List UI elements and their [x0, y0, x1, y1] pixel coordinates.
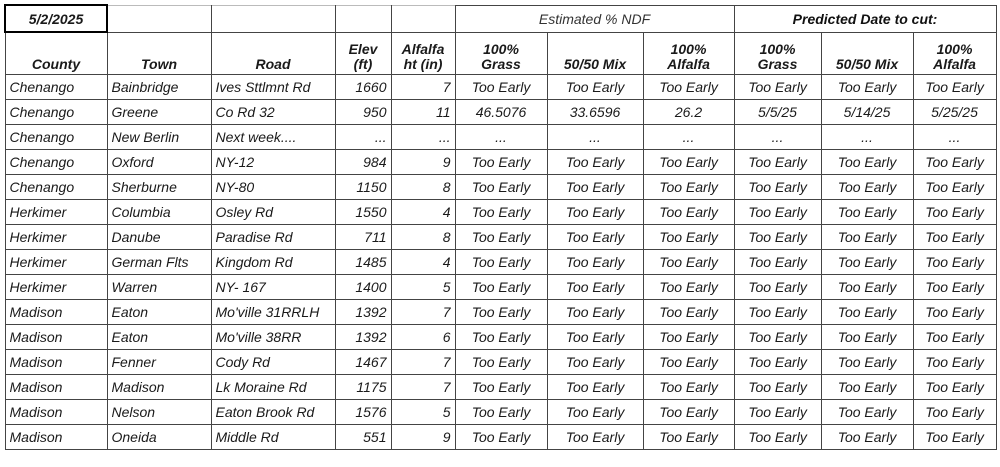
county-cell[interactable]: Herkimer	[5, 275, 107, 300]
ndf-mix-cell[interactable]: Too Early	[547, 175, 643, 200]
ndf-mix-cell[interactable]: Too Early	[547, 350, 643, 375]
table-row	[5, 375, 996, 400]
elev-cell[interactable]: 1467	[335, 350, 391, 375]
table-row	[5, 325, 996, 350]
county-cell[interactable]: Chenango	[5, 75, 107, 100]
ndf-alfalfa-cell[interactable]: Too Early	[643, 325, 734, 350]
header-cut-grass[interactable]	[734, 32, 821, 75]
county-cell[interactable]: Herkimer	[5, 225, 107, 250]
county-cell[interactable]: Herkimer	[5, 200, 107, 225]
ndf-grass-cell[interactable]: Too Early	[455, 325, 547, 350]
road-cell[interactable]: Paradise Rd	[211, 225, 335, 250]
cut-alfalfa-cell[interactable]: Too Early	[913, 300, 996, 325]
town-cell[interactable]: Greene	[107, 100, 211, 125]
ndf-grass-cell[interactable]: Too Early	[455, 200, 547, 225]
road-cell[interactable]: NY-80	[211, 175, 335, 200]
header-cut-mix[interactable]: 50/50 Mix	[821, 32, 913, 75]
alfalfa-ht-cell[interactable]: 11	[391, 100, 455, 125]
header-ndf-mix[interactable]: 50/50 Mix	[547, 32, 643, 75]
county-cell[interactable]: Madison	[5, 350, 107, 375]
ndf-mix-cell[interactable]: Too Early	[547, 275, 643, 300]
county-cell[interactable]: Madison	[5, 400, 107, 425]
cut-alfalfa-cell[interactable]: Too Early	[913, 175, 996, 200]
header-ndf-grass-line1: 100%	[483, 41, 519, 57]
ndf-alfalfa-cell[interactable]: Too Early	[643, 400, 734, 425]
table-row	[5, 125, 996, 150]
town-cell[interactable]: Danube	[107, 225, 211, 250]
table-row	[5, 225, 996, 250]
cut-mix-cell[interactable]: Too Early	[821, 75, 913, 100]
cut-alfalfa-cell[interactable]: Too Early	[913, 150, 996, 175]
road-cell[interactable]: Osley Rd	[211, 200, 335, 225]
cut-grass-cell[interactable]: Too Early	[734, 400, 821, 425]
cut-mix-cell[interactable]: Too Early	[821, 375, 913, 400]
table-row	[5, 300, 996, 325]
cut-mix-cell[interactable]: Too Early	[821, 200, 913, 225]
ndf-alfalfa-cell[interactable]: Too Early	[643, 250, 734, 275]
cut-mix-cell[interactable]: 5/14/25	[821, 100, 913, 125]
town-cell[interactable]: Columbia	[107, 200, 211, 225]
header-alfalfa-line2: ht (in)	[403, 56, 443, 72]
ndf-grass-cell[interactable]: Too Early	[455, 175, 547, 200]
table-row	[5, 250, 996, 275]
table-row	[5, 425, 996, 450]
alfalfa-ht-cell[interactable]: 7	[391, 350, 455, 375]
header-town[interactable]: Town	[107, 32, 211, 75]
ndf-grass-cell[interactable]: Too Early	[455, 225, 547, 250]
town-cell[interactable]: Bainbridge	[107, 75, 211, 100]
table-row	[5, 350, 996, 375]
ndf-group-header[interactable]: Estimated % NDF	[455, 5, 734, 32]
cut-mix-cell[interactable]: Too Early	[821, 275, 913, 300]
town-cell[interactable]: German Flts	[107, 250, 211, 275]
ndf-alfalfa-cell[interactable]: Too Early	[643, 150, 734, 175]
alfalfa-ht-cell[interactable]: 9	[391, 150, 455, 175]
ndf-grass-cell[interactable]: Too Early	[455, 275, 547, 300]
elev-cell[interactable]: 711	[335, 225, 391, 250]
cut-alfalfa-cell[interactable]: Too Early	[913, 75, 996, 100]
cut-grass-cell[interactable]: Too Early	[734, 375, 821, 400]
cut-grass-cell[interactable]: Too Early	[734, 75, 821, 100]
table-row	[5, 100, 996, 125]
road-cell[interactable]: Lk Moraine Rd	[211, 375, 335, 400]
elev-cell[interactable]: 950	[335, 100, 391, 125]
alfalfa-ht-cell[interactable]: 7	[391, 300, 455, 325]
elev-cell[interactable]: 1175	[335, 375, 391, 400]
cut-mix-cell[interactable]: Too Early	[821, 400, 913, 425]
county-cell[interactable]: Chenango	[5, 125, 107, 150]
header-elev-line2: (ft)	[353, 56, 373, 72]
county-cell[interactable]: Madison	[5, 325, 107, 350]
town-cell[interactable]: Oneida	[107, 425, 211, 450]
cut-grass-cell[interactable]: Too Early	[734, 425, 821, 450]
elev-cell[interactable]: 1400	[335, 275, 391, 300]
cut-mix-cell[interactable]: Too Early	[821, 350, 913, 375]
town-cell[interactable]: Nelson	[107, 400, 211, 425]
county-cell[interactable]: Chenango	[5, 150, 107, 175]
alfalfa-ht-cell[interactable]: 4	[391, 200, 455, 225]
header-ndf-grass[interactable]	[455, 32, 547, 75]
cut-mix-cell[interactable]: Too Early	[821, 225, 913, 250]
elev-cell[interactable]: 1576	[335, 400, 391, 425]
group-header-row	[5, 5, 996, 32]
cut-mix-cell[interactable]: Too Early	[821, 425, 913, 450]
ndf-mix-cell[interactable]: Too Early	[547, 150, 643, 175]
elev-cell[interactable]: 1660	[335, 75, 391, 100]
ndf-alfalfa-cell[interactable]: Too Early	[643, 425, 734, 450]
cut-mix-cell[interactable]: Too Early	[821, 250, 913, 275]
alfalfa-ht-cell[interactable]: 5	[391, 400, 455, 425]
ndf-grass-cell[interactable]: Too Early	[455, 350, 547, 375]
alfalfa-ht-cell[interactable]: 6	[391, 325, 455, 350]
empty-cell[interactable]	[391, 5, 455, 32]
ndf-grass-cell[interactable]: Too Early	[455, 300, 547, 325]
ndf-alfalfa-cell[interactable]: Too Early	[643, 350, 734, 375]
town-cell[interactable]: Sherburne	[107, 175, 211, 200]
county-cell[interactable]: Chenango	[5, 100, 107, 125]
header-elev-line1: Elev	[348, 41, 378, 57]
elev-cell[interactable]: 1485	[335, 250, 391, 275]
town-cell[interactable]: Fenner	[107, 350, 211, 375]
table-row	[5, 275, 996, 300]
elev-cell[interactable]: 551	[335, 425, 391, 450]
cut-alfalfa-cell[interactable]: 5/25/25	[913, 100, 996, 125]
table-row	[5, 175, 996, 200]
county-cell[interactable]: Madison	[5, 375, 107, 400]
cut-alfalfa-cell[interactable]: Too Early	[913, 200, 996, 225]
ndf-alfalfa-cell[interactable]: Too Early	[643, 75, 734, 100]
ndf-mix-cell[interactable]: Too Early	[547, 325, 643, 350]
ndf-alfalfa-cell[interactable]: ...	[643, 125, 734, 150]
cut-grass-cell[interactable]: Too Early	[734, 275, 821, 300]
cut-grass-cell[interactable]: Too Early	[734, 225, 821, 250]
cut-grass-cell[interactable]: Too Early	[734, 200, 821, 225]
header-cut-alfalfa[interactable]	[913, 32, 996, 75]
header-elev[interactable]	[335, 32, 391, 75]
ndf-alfalfa-cell[interactable]: 26.2	[643, 100, 734, 125]
ndf-alfalfa-cell[interactable]: Too Early	[643, 375, 734, 400]
elev-cell[interactable]: 1392	[335, 325, 391, 350]
road-cell[interactable]: Next week....	[211, 125, 335, 150]
ndf-mix-cell[interactable]: Too Early	[547, 300, 643, 325]
cut-alfalfa-cell[interactable]: Too Early	[913, 375, 996, 400]
ndf-alfalfa-cell[interactable]: Too Early	[643, 300, 734, 325]
town-cell[interactable]: Warren	[107, 275, 211, 300]
ndf-alfalfa-cell[interactable]: Too Early	[643, 225, 734, 250]
ndf-mix-cell[interactable]: Too Early	[547, 75, 643, 100]
ndf-alfalfa-cell[interactable]: Too Early	[643, 175, 734, 200]
road-cell[interactable]: Co Rd 32	[211, 100, 335, 125]
road-cell[interactable]: Cody Rd	[211, 350, 335, 375]
town-cell[interactable]: Eaton	[107, 325, 211, 350]
road-cell[interactable]: NY- 167	[211, 275, 335, 300]
cut-grass-cell[interactable]: 5/5/25	[734, 100, 821, 125]
report-date-cell[interactable]: 5/2/2025	[5, 5, 107, 32]
ndf-grass-cell[interactable]: Too Early	[455, 150, 547, 175]
cut-grass-cell[interactable]: Too Early	[734, 250, 821, 275]
cut-alfalfa-cell[interactable]: Too Early	[913, 225, 996, 250]
alfalfa-ht-cell[interactable]: 8	[391, 225, 455, 250]
ndf-grass-cell[interactable]: 46.5076	[455, 100, 547, 125]
cut-grass-cell[interactable]: Too Early	[734, 350, 821, 375]
header-ndf-grass-line2: Grass	[481, 56, 521, 72]
cut-mix-cell[interactable]: Too Early	[821, 150, 913, 175]
ndf-mix-cell[interactable]: Too Early	[547, 425, 643, 450]
cut-grass-cell[interactable]: ...	[734, 125, 821, 150]
header-cut-alfalfa-line2: Alfalfa	[933, 56, 976, 72]
table-row	[5, 75, 996, 100]
cut-mix-cell[interactable]: ...	[821, 125, 913, 150]
road-cell[interactable]: Kingdom Rd	[211, 250, 335, 275]
column-header-row	[5, 32, 996, 75]
ndf-grass-cell[interactable]: Too Early	[455, 250, 547, 275]
ndf-mix-cell[interactable]: Too Early	[547, 225, 643, 250]
town-cell[interactable]: Madison	[107, 375, 211, 400]
ndf-alfalfa-cell[interactable]: Too Early	[643, 275, 734, 300]
road-cell[interactable]: Mo'ville 31RRLH	[211, 300, 335, 325]
cut-date-group-header[interactable]: Predicted Date to cut:	[734, 5, 996, 32]
table-row	[5, 200, 996, 225]
cut-alfalfa-cell[interactable]: Too Early	[913, 325, 996, 350]
ndf-grass-cell[interactable]: ...	[455, 125, 547, 150]
town-cell[interactable]: New Berlin	[107, 125, 211, 150]
road-cell[interactable]: Eaton Brook Rd	[211, 400, 335, 425]
alfalfa-ht-cell[interactable]: 5	[391, 275, 455, 300]
spreadsheet-table	[4, 4, 997, 450]
road-cell[interactable]: Middle Rd	[211, 425, 335, 450]
header-ndf-alfalfa-line2: Alfalfa	[667, 56, 710, 72]
alfalfa-ht-cell[interactable]: 7	[391, 75, 455, 100]
cut-grass-cell[interactable]: Too Early	[734, 300, 821, 325]
alfalfa-ht-cell[interactable]: 4	[391, 250, 455, 275]
table-row	[5, 150, 996, 175]
header-alfalfa-ht[interactable]	[391, 32, 455, 75]
cut-alfalfa-cell[interactable]: Too Early	[913, 350, 996, 375]
alfalfa-ht-cell[interactable]: 9	[391, 425, 455, 450]
county-cell[interactable]: Madison	[5, 300, 107, 325]
road-cell[interactable]: Ives Sttlmnt Rd	[211, 75, 335, 100]
ndf-mix-cell[interactable]: ...	[547, 125, 643, 150]
cut-alfalfa-cell[interactable]: Too Early	[913, 425, 996, 450]
cut-alfalfa-cell[interactable]: Too Early	[913, 400, 996, 425]
cut-grass-cell[interactable]: Too Early	[734, 325, 821, 350]
cut-mix-cell[interactable]: Too Early	[821, 325, 913, 350]
header-ndf-alfalfa[interactable]	[643, 32, 734, 75]
road-cell[interactable]: NY-12	[211, 150, 335, 175]
county-cell[interactable]: Chenango	[5, 175, 107, 200]
town-cell[interactable]: Eaton	[107, 300, 211, 325]
alfalfa-ht-cell[interactable]: 7	[391, 375, 455, 400]
ndf-mix-cell[interactable]: Too Early	[547, 375, 643, 400]
header-ndf-alfalfa-line1: 100%	[670, 41, 707, 57]
empty-cell[interactable]	[107, 5, 211, 32]
elev-cell[interactable]: ...	[335, 125, 391, 150]
elev-cell[interactable]: 1392	[335, 300, 391, 325]
road-cell[interactable]: Mo'ville 38RR	[211, 325, 335, 350]
cut-mix-cell[interactable]: Too Early	[821, 300, 913, 325]
cut-grass-cell[interactable]: Too Early	[734, 150, 821, 175]
header-road[interactable]: Road	[211, 32, 335, 75]
elev-cell[interactable]: 984	[335, 150, 391, 175]
county-cell[interactable]: Herkimer	[5, 250, 107, 275]
elev-cell[interactable]: 1550	[335, 200, 391, 225]
ndf-mix-cell[interactable]: Too Early	[547, 400, 643, 425]
town-cell[interactable]: Oxford	[107, 150, 211, 175]
ndf-grass-cell[interactable]: Too Early	[455, 400, 547, 425]
alfalfa-ht-cell[interactable]: 8	[391, 175, 455, 200]
ndf-grass-cell[interactable]: Too Early	[455, 75, 547, 100]
empty-cell[interactable]	[335, 5, 391, 32]
alfalfa-ht-cell[interactable]: ...	[391, 125, 455, 150]
ndf-grass-cell[interactable]: Too Early	[455, 375, 547, 400]
county-cell[interactable]: Madison	[5, 425, 107, 450]
ndf-mix-cell[interactable]: 33.6596	[547, 100, 643, 125]
cut-grass-cell[interactable]: Too Early	[734, 175, 821, 200]
cut-alfalfa-cell[interactable]: Too Early	[913, 250, 996, 275]
ndf-mix-cell[interactable]: Too Early	[547, 250, 643, 275]
empty-cell[interactable]	[211, 5, 335, 32]
header-cut-grass-line1: 100%	[759, 41, 796, 57]
header-county[interactable]: County	[5, 32, 107, 75]
cut-alfalfa-cell[interactable]: Too Early	[913, 275, 996, 300]
cut-mix-cell[interactable]: Too Early	[821, 175, 913, 200]
header-cut-grass-line2: Grass	[757, 56, 798, 72]
ndf-mix-cell[interactable]: Too Early	[547, 200, 643, 225]
elev-cell[interactable]: 1150	[335, 175, 391, 200]
ndf-grass-cell[interactable]: Too Early	[455, 425, 547, 450]
table-row	[5, 400, 996, 425]
header-cut-alfalfa-line1: 100%	[936, 41, 973, 57]
ndf-alfalfa-cell[interactable]: Too Early	[643, 200, 734, 225]
cut-alfalfa-cell[interactable]: ...	[913, 125, 996, 150]
header-alfalfa-line1: Alfalfa	[401, 41, 445, 57]
